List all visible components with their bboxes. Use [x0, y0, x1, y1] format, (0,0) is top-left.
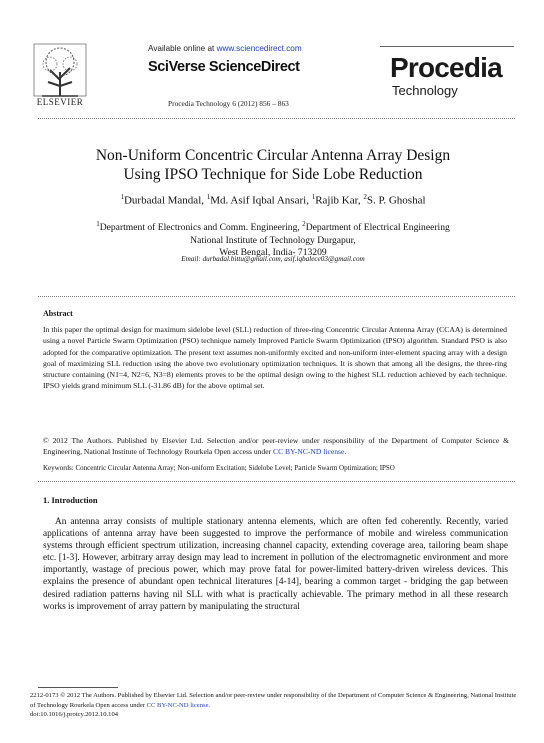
section-body: An antenna array consists of multiple stationary antenna elements, which are often fed coherently. Recently, varied applications of antenna array have been suggested to improve the performance of mobile and wireless communication systems through efficient spectrum utilization, increasing channel capacity, extending coverage area, tailoring beam shape etc. [1-3]. However, arbitrary array design may lead to increment in pollution of the electromagnetic environment and more importantly, wastage of precious power, which may prove fatal for power-limited battery-driven wireless devices. This explains the presence of abundant open technical literatures [4-14], bearing a common target - bridging the gap between desired radiation patterns having nil SLL with what is practically achievable. The primary method in all these research works is improvement of array pattern by manipulating the structural	[43, 517, 508, 612]
procedia-subtitle: Technology	[392, 83, 458, 98]
affiliation-line-2: National Institute of Technology Durgapur,	[190, 234, 356, 246]
sciverse-logo: SciVerse ScienceDirect	[148, 59, 300, 75]
copyright-notice	[43, 435, 509, 458]
header-divider	[38, 118, 515, 119]
footer-notice	[30, 691, 518, 720]
license-link[interactable]: CC BY-NC-ND license.	[273, 447, 347, 457]
affil-text: Department of Electrical Engineering	[305, 222, 450, 234]
affiliation-line-1	[40, 218, 506, 235]
footer-copyright: 2212-0173 © 2012 The Authors. Published by Elsevier Ltd. Selection and/or peer-review under responsibility of the Department of Computer Science & Engineering, National Institute of Technology Rourkela Open access under	[30, 692, 517, 709]
author-emails: Email: durbadal.bittu@gmail.com, asif.iqbalece03@gmail.com	[181, 255, 365, 263]
author-affil-sup: 2	[363, 193, 367, 201]
abstract-body: In this paper the optimal design for maximum sidelobe level (SLL) reduction of three-ring Concentric Circular Antenna Array (CCAA) is determined using a novel Particle Swarm Optimization (PSO) technique namely Improved Particle Swarm Optimization (IPSO) algorithm. Standard PSO is also adopted for the comparative optimization. The present text assumes non-uniformly excited and non-uniform inter-element spacing array with a design goal of maximizing SLL reduction using the above two evolutionary optimization techniques. It is shown that among all the designs, the three-ring structure containing (N1=4, N2=6, N3=8) elements proves to be the optimal design owing to the highest SLL reduction achieved by each technique. IPSO yields grand minimum SLL (-31.86 dB) for the above optimal set.	[43, 325, 507, 391]
affiliation-line-3: West Bengal, India- 713209	[219, 247, 327, 258]
procedia-divider	[380, 46, 514, 47]
copyright-text: © 2012 The Authors. Published by Elsevier Ltd. Selection and/or peer-review under responsibility of the Department of Computer Science & Engineering, National Institute of Technology Rourkela Open access under	[43, 436, 509, 457]
available-prefix: Available online at	[148, 44, 217, 53]
abstract-top-divider	[38, 296, 515, 297]
publisher-name: ELSEVIER	[36, 97, 84, 107]
author-name: Durbadal Mandal,	[123, 194, 207, 207]
sciencedirect-link[interactable]: www.sciencedirect.com	[216, 44, 302, 53]
affil-text: Department of Electronics and Comm. Engineering,	[99, 222, 303, 234]
available-online	[148, 44, 348, 53]
footer-divider	[38, 687, 118, 688]
keywords: Keywords: Concentric Circular Antenna Array; Non-uniform Excitation; Sidelobe Level; Particle Swarm Optimization; IPSO	[43, 464, 395, 472]
title-line-1: Non-Uniform Concentric Circular Antenna Array Design	[95, 147, 451, 164]
article-title	[40, 146, 506, 184]
title-line-2: Using IPSO Technique for Side Lobe Reduction	[123, 166, 423, 183]
author-list	[40, 193, 506, 207]
affil-sup: 2	[302, 220, 306, 228]
affiliations	[40, 218, 506, 259]
footer-license-link[interactable]: CC BY-NC-ND license.	[146, 701, 211, 709]
author-affil-sup: 1	[206, 193, 211, 201]
affil-sup: 1	[96, 220, 100, 228]
procedia-logo: Procedia	[390, 52, 502, 83]
section-heading: 1. Introduction	[43, 495, 98, 505]
author-name: Rajib Kar,	[315, 194, 364, 207]
journal-reference: Procedia Technology 6 (2012) 856 – 863	[168, 99, 289, 108]
author-affil-sup: 1	[120, 193, 124, 201]
author-name: Md. Asif Iqbal Ansari,	[210, 194, 312, 207]
abstract-heading: Abstract	[43, 309, 73, 318]
author-name: S. P. Ghoshal	[366, 194, 426, 207]
footer-doi: doi:10.1016/j.protcy.2012.10.104	[30, 711, 119, 719]
author-affil-sup: 1	[311, 193, 316, 201]
keywords-divider	[38, 481, 515, 482]
